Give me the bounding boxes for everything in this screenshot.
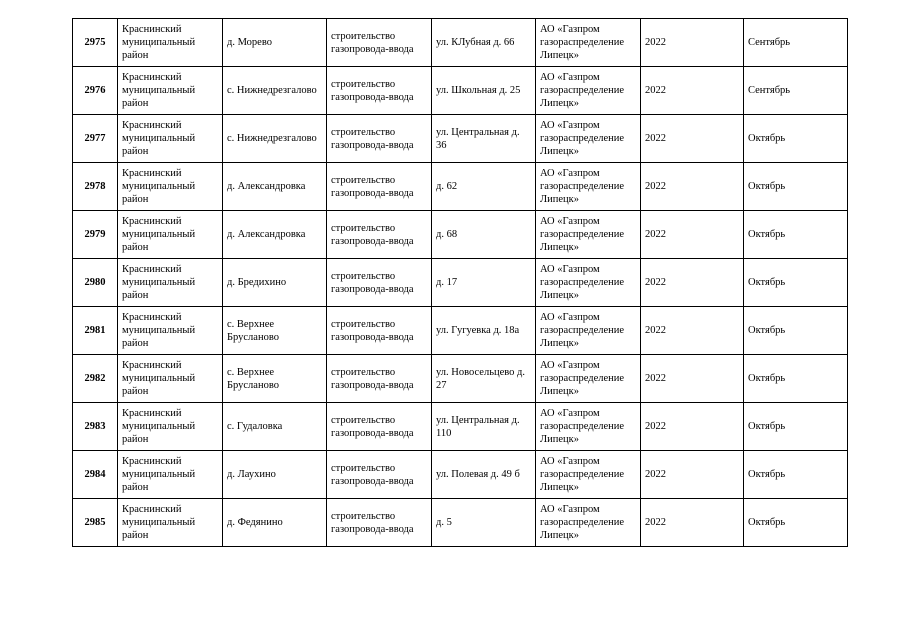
settlement-cell: д. Федянино (223, 499, 327, 547)
settlement-cell: д. Александровка (223, 211, 327, 259)
address-cell: ул. Новосельцево д. 27 (432, 355, 536, 403)
work-type-cell: строительство газопровода-ввода (327, 19, 432, 67)
year-cell: 2022 (641, 19, 744, 67)
work-type-cell: строительство газопровода-ввода (327, 499, 432, 547)
year-cell: 2022 (641, 355, 744, 403)
table-row (73, 211, 848, 259)
district-cell: Краснинский муниципальный район (118, 67, 223, 115)
row-number: 2981 (73, 307, 118, 355)
table-body (73, 19, 848, 547)
work-type-cell: строительство газопровода-ввода (327, 307, 432, 355)
table-row (73, 307, 848, 355)
year-cell: 2022 (641, 499, 744, 547)
year-cell: 2022 (641, 115, 744, 163)
organization-cell: АО «Газпром газораспределение Липецк» (536, 67, 641, 115)
work-type-cell: строительство газопровода-ввода (327, 259, 432, 307)
work-type-cell: строительство газопровода-ввода (327, 115, 432, 163)
work-type-cell: строительство газопровода-ввода (327, 67, 432, 115)
district-cell: Краснинский муниципальный район (118, 355, 223, 403)
gasification-schedule-table (72, 18, 848, 547)
year-cell: 2022 (641, 211, 744, 259)
table-row (73, 115, 848, 163)
table-row (73, 403, 848, 451)
document-page (72, 18, 847, 547)
month-cell: Сентябрь (744, 19, 848, 67)
organization-cell: АО «Газпром газораспределение Липецк» (536, 307, 641, 355)
month-cell: Октябрь (744, 163, 848, 211)
district-cell: Краснинский муниципальный район (118, 307, 223, 355)
district-cell: Краснинский муниципальный район (118, 19, 223, 67)
row-number: 2985 (73, 499, 118, 547)
year-cell: 2022 (641, 403, 744, 451)
organization-cell: АО «Газпром газораспределение Липецк» (536, 115, 641, 163)
settlement-cell: д. Александровка (223, 163, 327, 211)
address-cell: ул. КЛубная д. 66 (432, 19, 536, 67)
table-row (73, 19, 848, 67)
organization-cell: АО «Газпром газораспределение Липецк» (536, 499, 641, 547)
month-cell: Октябрь (744, 355, 848, 403)
settlement-cell: с. Верхнее Брусланово (223, 355, 327, 403)
district-cell: Краснинский муниципальный район (118, 259, 223, 307)
month-cell: Октябрь (744, 451, 848, 499)
row-number: 2984 (73, 451, 118, 499)
work-type-cell: строительство газопровода-ввода (327, 163, 432, 211)
year-cell: 2022 (641, 67, 744, 115)
month-cell: Октябрь (744, 115, 848, 163)
address-cell: ул. Школьная д. 25 (432, 67, 536, 115)
organization-cell: АО «Газпром газораспределение Липецк» (536, 163, 641, 211)
address-cell: ул. Центральная д. 110 (432, 403, 536, 451)
table-row (73, 163, 848, 211)
district-cell: Краснинский муниципальный район (118, 499, 223, 547)
settlement-cell: с. Гудаловка (223, 403, 327, 451)
settlement-cell: д. Лаухино (223, 451, 327, 499)
year-cell: 2022 (641, 259, 744, 307)
district-cell: Краснинский муниципальный район (118, 451, 223, 499)
year-cell: 2022 (641, 163, 744, 211)
month-cell: Октябрь (744, 499, 848, 547)
table-row (73, 355, 848, 403)
settlement-cell: с. Верхнее Брусланово (223, 307, 327, 355)
address-cell: д. 5 (432, 499, 536, 547)
district-cell: Краснинский муниципальный район (118, 403, 223, 451)
organization-cell: АО «Газпром газораспределение Липецк» (536, 451, 641, 499)
address-cell: ул. Полевая д. 49 б (432, 451, 536, 499)
row-number: 2979 (73, 211, 118, 259)
month-cell: Октябрь (744, 259, 848, 307)
settlement-cell: с. Нижнедрезгалово (223, 67, 327, 115)
row-number: 2983 (73, 403, 118, 451)
month-cell: Октябрь (744, 211, 848, 259)
address-cell: д. 17 (432, 259, 536, 307)
row-number: 2980 (73, 259, 118, 307)
address-cell: д. 68 (432, 211, 536, 259)
organization-cell: АО «Газпром газораспределение Липецк» (536, 211, 641, 259)
table-row (73, 499, 848, 547)
organization-cell: АО «Газпром газораспределение Липецк» (536, 403, 641, 451)
month-cell: Сентябрь (744, 67, 848, 115)
work-type-cell: строительство газопровода-ввода (327, 355, 432, 403)
settlement-cell: д. Морево (223, 19, 327, 67)
address-cell: д. 62 (432, 163, 536, 211)
work-type-cell: строительство газопровода-ввода (327, 403, 432, 451)
table-row (73, 67, 848, 115)
row-number: 2977 (73, 115, 118, 163)
settlement-cell: д. Бредихино (223, 259, 327, 307)
settlement-cell: с. Нижнедрезгалово (223, 115, 327, 163)
organization-cell: АО «Газпром газораспределение Липецк» (536, 19, 641, 67)
address-cell: ул. Центральная д. 36 (432, 115, 536, 163)
district-cell: Краснинский муниципальный район (118, 211, 223, 259)
organization-cell: АО «Газпром газораспределение Липецк» (536, 355, 641, 403)
address-cell: ул. Гугуевка д. 18а (432, 307, 536, 355)
row-number: 2975 (73, 19, 118, 67)
district-cell: Краснинский муниципальный район (118, 163, 223, 211)
year-cell: 2022 (641, 451, 744, 499)
district-cell: Краснинский муниципальный район (118, 115, 223, 163)
table-row (73, 259, 848, 307)
row-number: 2976 (73, 67, 118, 115)
work-type-cell: строительство газопровода-ввода (327, 211, 432, 259)
month-cell: Октябрь (744, 403, 848, 451)
work-type-cell: строительство газопровода-ввода (327, 451, 432, 499)
table-row (73, 451, 848, 499)
month-cell: Октябрь (744, 307, 848, 355)
row-number: 2982 (73, 355, 118, 403)
row-number: 2978 (73, 163, 118, 211)
year-cell: 2022 (641, 307, 744, 355)
organization-cell: АО «Газпром газораспределение Липецк» (536, 259, 641, 307)
